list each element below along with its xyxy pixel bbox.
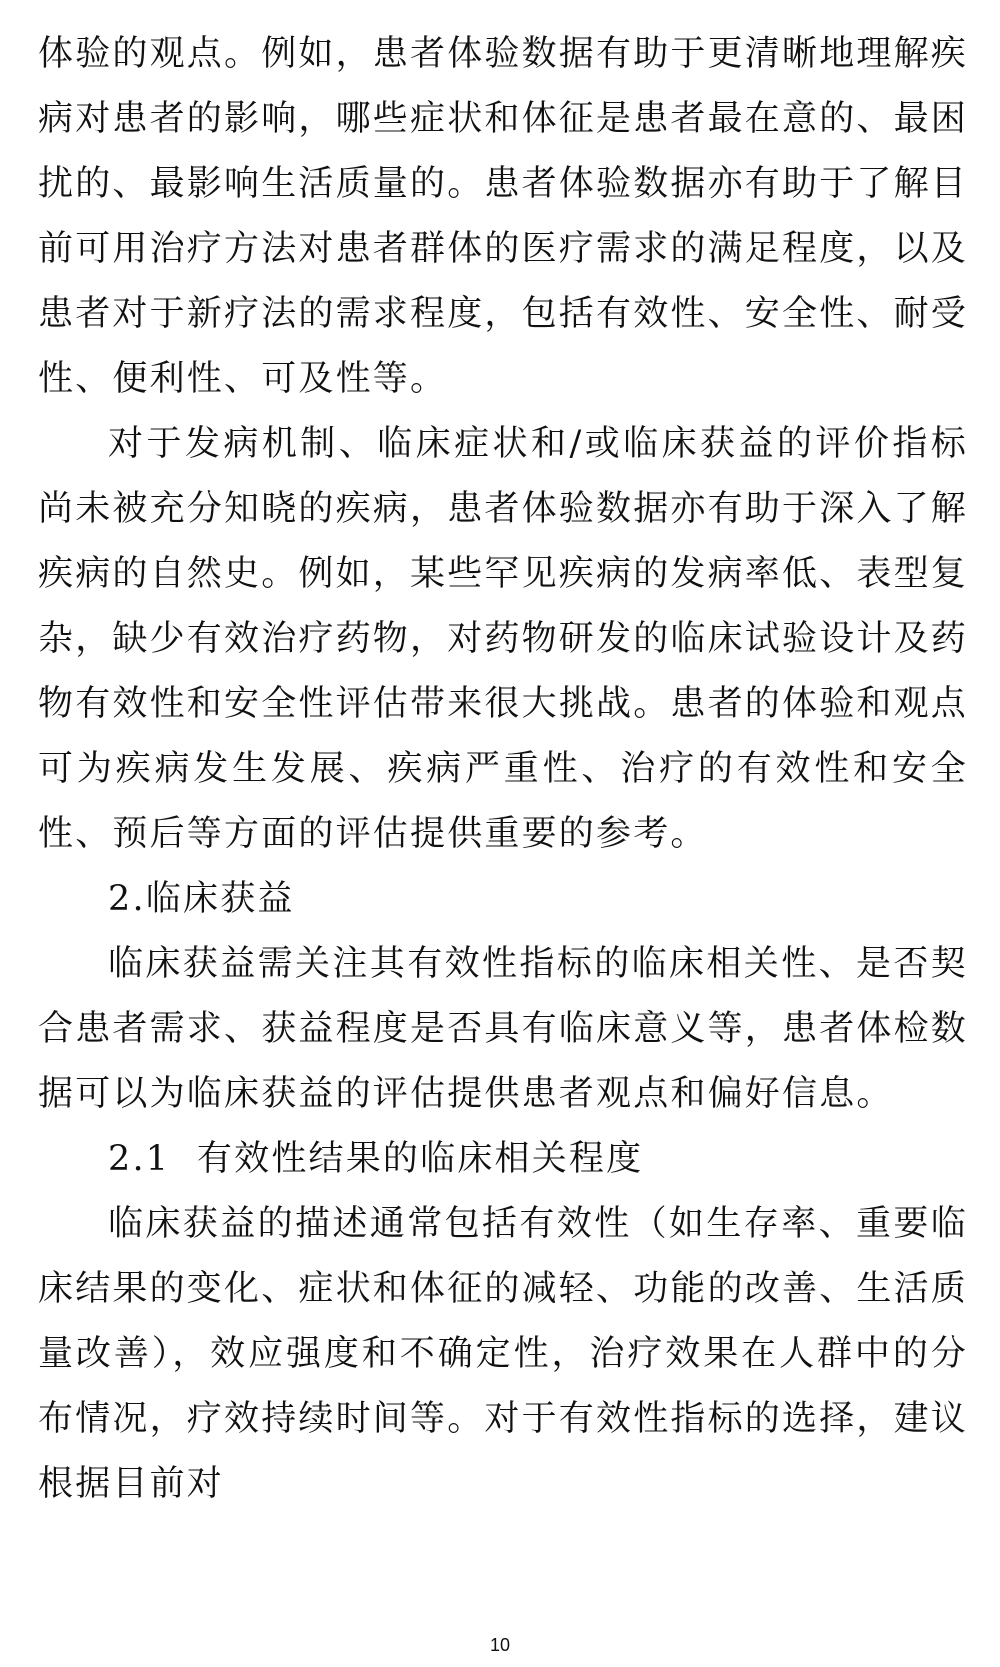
subsection-heading-efficacy-relevance: 2.1 有效性结果的临床相关程度	[108, 1139, 644, 1179]
section-heading-clinical-benefit: 2.临床获益	[108, 879, 295, 919]
paragraph-efficacy-description: 临床获益的描述通常包括有效性（如生存率、重要临床结果的变化、症状和体征的减轻、功能的改善、生活质量改善），效应强度和不确定性，治疗效果在人群中的分布情况，疗效持续时间等。对于有效性指标的选择，建议根据目前对	[38, 1204, 969, 1504]
document-page	[38, 22, 968, 1517]
paragraph-patient-experience-continued: 体验的观点。例如，患者体验数据有助于更清晰地理解疾病对患者的影响，哪些症状和体征是患者最在意的、最困扰的、最影响生活质量的。患者体验数据亦有助于了解目前可用治疗方法对患者群体的医疗需求的满足程度，以及患者对于新疗法的需求程度，包括有效性、安全性、耐受性、便利性、可及性等。	[38, 34, 969, 399]
paragraph-natural-history: 对于发病机制、临床症状和/或临床获益的评价指标尚未被充分知晓的疾病，患者体验数据亦有助于深入了解疾病的自然史。例如，某些罕见疾病的发病率低、表型复杂，缺少有效治疗药物，对药物研发的临床试验设计及药物有效性和安全性评估带来很大挑战。患者的体验和观点可为疾病发生发展、疾病严重性、治疗的有效性和安全性、预后等方面的评估提供重要的参考。	[38, 424, 969, 854]
paragraph-clinical-benefit: 临床获益需关注其有效性指标的临床相关性、是否契合患者需求、获益程度是否具有临床意义等，患者体检数据可以为临床获益的评估提供患者观点和偏好信息。	[38, 944, 969, 1114]
page-number: 10	[489, 1635, 511, 1655]
